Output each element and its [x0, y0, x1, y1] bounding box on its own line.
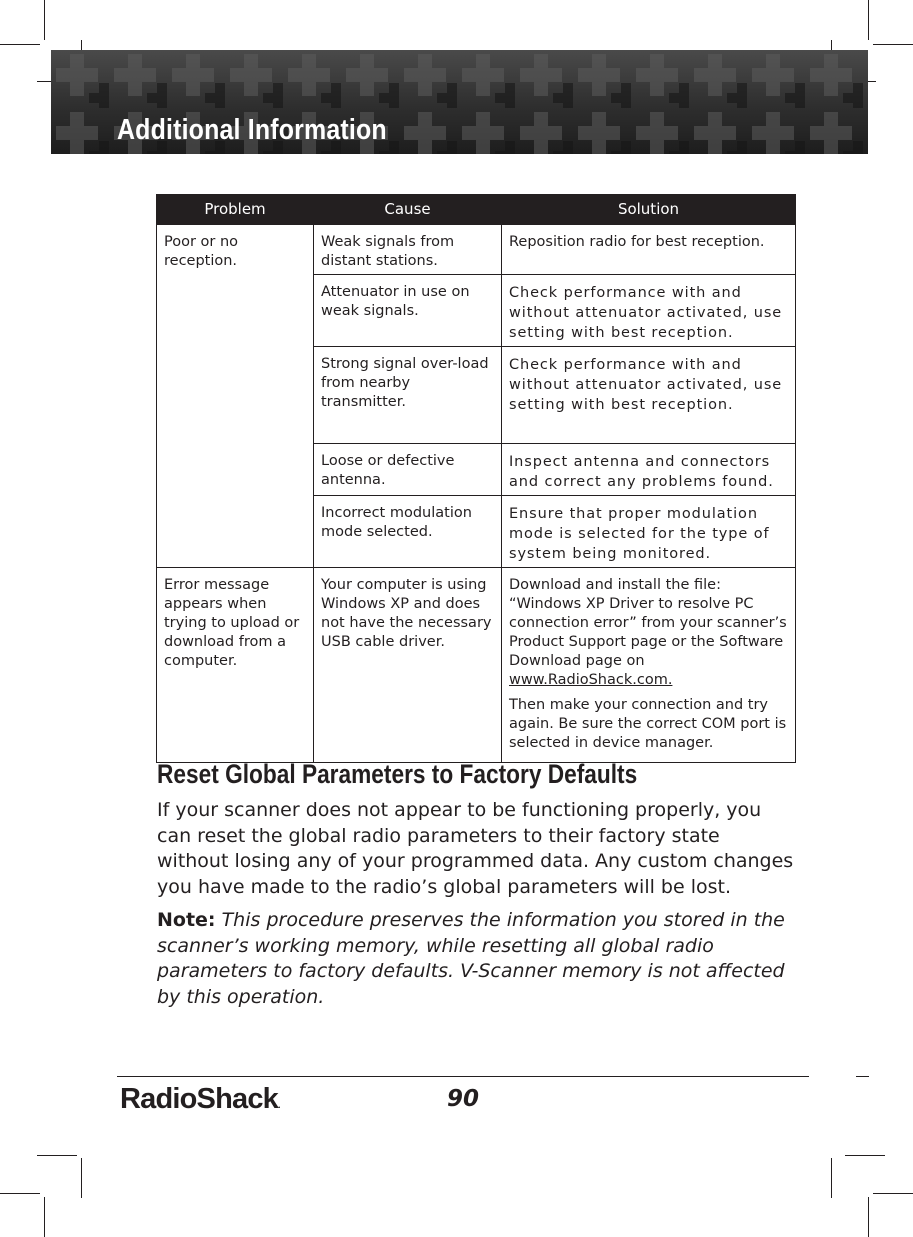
- solution-paragraph: Then make your connection and try again. Be sure the correct COM port is selected in device manager.: [509, 697, 787, 751]
- crop-mark: [873, 1193, 913, 1194]
- section-body: If your scanner does not appear to be functioning properly, you can reset the global radio parameters to their factory state without losing any of your programmed data. Any custom changes you have made to the radio’s global parameters will be lost.: [157, 799, 794, 898]
- note-label: Note:: [157, 909, 216, 931]
- solution-cell: Check performance with and without attenuator activated, use setting with best reception.: [502, 347, 796, 444]
- cause-cell: Attenuator in use on weak signals.: [314, 275, 502, 347]
- brand-name: RadioShack: [120, 1083, 278, 1115]
- problem-cell: Error message appears when trying to upload or download from a computer.: [157, 568, 314, 763]
- troubleshooting-table: [156, 194, 796, 763]
- crop-mark: [873, 44, 913, 45]
- cause-cell: Strong signal over-load from nearby transmitter.: [314, 347, 502, 444]
- column-header-problem: Problem: [157, 195, 314, 225]
- crop-mark: [44, 1197, 45, 1237]
- crop-mark: [868, 1197, 869, 1237]
- table-header-row: [157, 195, 796, 225]
- table-row: [157, 225, 796, 275]
- footer-divider: [117, 1076, 809, 1077]
- cause-cell: Incorrect modulation mode selected.: [314, 496, 502, 568]
- solution-cell: Check performance with and without attenuator activated, use setting with best reception.: [502, 275, 796, 347]
- solution-cell: Ensure that proper modulation mode is selected for the type of system being monitored.: [502, 496, 796, 568]
- brand-logo: [120, 1083, 281, 1116]
- crop-mark: [845, 1155, 885, 1156]
- table-row: [157, 568, 796, 763]
- crop-mark: [37, 1155, 77, 1156]
- cause-cell: Weak signals from distant stations.: [314, 225, 502, 275]
- solution-text: Download and install the file: “Windows XP Driver to resolve PC connection error” from your scanner’s Product Support page or the Software Download page on: [509, 577, 787, 669]
- page-number: 90: [447, 1086, 480, 1112]
- solution-cell: Inspect antenna and connectors and correct any problems found.: [502, 444, 796, 496]
- crop-mark: [81, 1158, 82, 1198]
- crop-mark: [868, 0, 869, 40]
- column-header-cause: Cause: [314, 195, 502, 225]
- note-text: This procedure preserves the information you stored in the scanner’s working memory, while resetting all global radio parameters to factory defaults. V-Scanner memory is not affected by this operation.: [157, 909, 785, 1008]
- cause-cell: Loose or defective antenna.: [314, 444, 502, 496]
- solution-cell: [502, 568, 796, 763]
- page-title: Additional Information: [117, 114, 387, 146]
- crop-mark: [856, 1076, 869, 1077]
- solution-paragraph: [509, 576, 790, 690]
- section-heading: Reset Global Parameters to Factory Defaults: [157, 759, 638, 789]
- crop-mark: [0, 1193, 40, 1194]
- crop-mark: [44, 0, 45, 40]
- cause-cell: Your computer is using Windows XP and does not have the necessary USB cable driver.: [314, 568, 502, 763]
- website-link[interactable]: www.RadioShack.com.: [509, 672, 673, 688]
- crop-mark: [0, 44, 40, 45]
- note-paragraph: [157, 908, 797, 1010]
- column-header-solution: Solution: [502, 195, 796, 225]
- crop-mark: [831, 1158, 832, 1198]
- solution-cell: Reposition radio for best reception.: [502, 225, 796, 275]
- problem-cell: Poor or no reception.: [157, 225, 314, 568]
- header-banner: [51, 50, 868, 154]
- brand-mark: .: [278, 1100, 281, 1110]
